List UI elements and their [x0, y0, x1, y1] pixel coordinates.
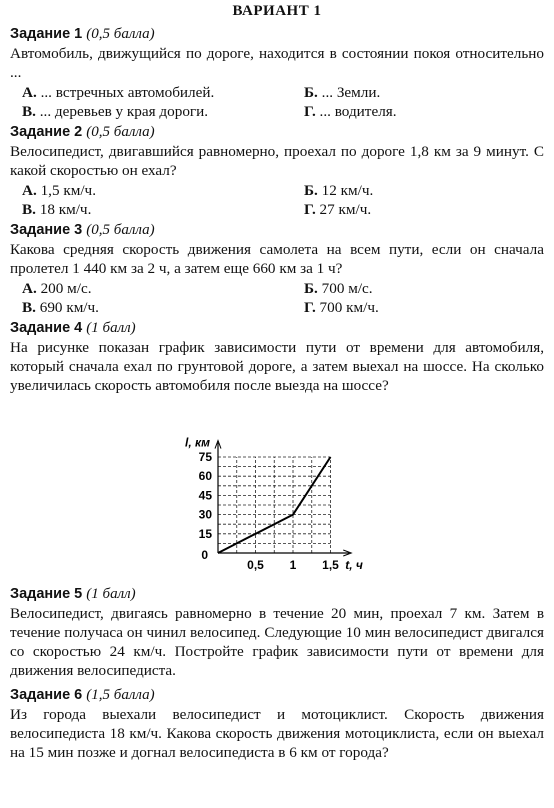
option-letter: В.	[22, 103, 36, 120]
x-axis-label: t, ч	[345, 558, 363, 572]
option-text: 200 м/с.	[40, 280, 92, 297]
option-text: 12 км/ч.	[321, 182, 374, 199]
task-number: Задание 2	[10, 124, 83, 140]
option-a	[22, 181, 304, 200]
x-tick-label: 0,5	[247, 558, 264, 572]
y-axis-label: l, км	[185, 435, 210, 450]
task-points: (1 балл)	[86, 586, 136, 602]
option-g	[304, 200, 544, 219]
worksheet	[10, 0, 544, 762]
y-tick-label: 30	[198, 507, 212, 522]
task-text: Из города выехали велосипедист и мотоциклист. Скорость движения велосипедиста 18 км/ч. Какова скорость движения мотоциклиста, если он выехал на 15 мин позже и догнал велосипедиста в 6 км от города?	[10, 706, 544, 761]
option-letter: Г.	[304, 103, 316, 120]
y-tick-label: 60	[198, 469, 212, 484]
task-heading	[10, 221, 544, 240]
task-heading	[10, 686, 544, 705]
option-letter: В.	[22, 201, 36, 218]
task-points: (0,5 балла)	[86, 124, 155, 140]
task-text: Автомобиль, движущийся по дороге, находится в состоянии покоя относительно ...	[10, 45, 544, 81]
task-text: Велосипедист, двигаясь равномерно в течение 20 мин, проехал 7 км. Затем в течение получаса он чинил велосипед. Следующие 10 мин велосипедист двигался со скоростью 24 км/ч. Постройте график зависимости пути от времени для движения велосипедиста.	[10, 605, 544, 679]
option-letter: В.	[22, 299, 36, 316]
y-tick-label: 15	[198, 526, 212, 541]
option-g	[304, 102, 544, 121]
task-text: Какова средняя скорость движения самолета на всем пути, если он сначала пролетел 1 440 км за 2 ч, а затем еще 660 км за 1 ч?	[10, 241, 544, 277]
option-text: ... водителя.	[319, 103, 397, 120]
option-letter: А.	[22, 182, 37, 199]
task-number: Задание 4	[10, 320, 83, 336]
option-g	[304, 298, 544, 317]
task-heading	[10, 319, 544, 338]
option-text: 27 км/ч.	[319, 201, 372, 218]
y-tick-label: 45	[198, 488, 212, 503]
option-a	[22, 279, 304, 298]
task-text: На рисунке показан график зависимости пути от времени для автомобиля, который сначала ехал по грунтовой дороге, а затем выехал на шоссе. На сколько увеличилась скорость автомобиля после выезда на шоссе?	[10, 339, 544, 394]
option-text: 18 км/ч.	[39, 201, 92, 218]
x-tick-label: 1	[289, 558, 297, 572]
option-text: 1,5 км/ч.	[40, 182, 96, 199]
task-number: Задание 3	[10, 222, 83, 238]
graph-container	[10, 395, 544, 583]
task-text: Велосипедист, двигавшийся равномерно, проехал по дороге 1,8 км за 9 минут. С какой скоростью он ехал?	[10, 143, 544, 179]
option-v	[22, 200, 304, 219]
task-5	[10, 585, 544, 680]
option-letter: А.	[22, 84, 37, 101]
option-a	[22, 83, 304, 102]
answer-options	[10, 83, 544, 121]
option-b	[304, 181, 544, 200]
task-2	[10, 123, 544, 219]
option-letter: Б.	[304, 280, 318, 297]
option-text: ... встречных автомобилей.	[40, 84, 215, 101]
y-tick-label: 75	[198, 450, 212, 464]
option-letter: Г.	[304, 201, 316, 218]
task-heading	[10, 25, 544, 44]
option-v	[22, 298, 304, 317]
task-points: (1,5 балла)	[86, 687, 155, 703]
option-b	[304, 83, 544, 102]
task-points: (0,5 балла)	[86, 26, 155, 42]
task-3	[10, 221, 544, 317]
x-tick-label: 1,5	[322, 558, 339, 572]
answer-options	[10, 279, 544, 317]
option-letter: Б.	[304, 84, 318, 101]
option-letter: Б.	[304, 182, 318, 199]
origin-label: 0	[201, 548, 208, 562]
task-6	[10, 686, 544, 762]
option-text: ... Земли.	[321, 84, 381, 101]
option-text: 700 км/ч.	[319, 299, 379, 316]
option-text: ... деревьев у края дороги.	[39, 103, 209, 120]
option-v	[22, 102, 304, 121]
option-letter: Г.	[304, 299, 316, 316]
task-1	[10, 25, 544, 121]
option-text: 690 км/ч.	[39, 299, 99, 316]
option-letter: А.	[22, 280, 37, 297]
task-points: (0,5 балла)	[86, 222, 155, 238]
answer-options	[10, 181, 544, 219]
variant-title: ВАРИАНТ 1	[232, 3, 322, 19]
distance-time-graph	[10, 395, 544, 583]
task-number: Задание 1	[10, 26, 83, 42]
option-b	[304, 279, 544, 298]
task-heading	[10, 585, 544, 604]
task-number: Задание 5	[10, 586, 83, 602]
option-text: 700 м/с.	[321, 280, 373, 297]
task-heading	[10, 123, 544, 142]
task-points: (1 балл)	[86, 320, 136, 336]
task-number: Задание 6	[10, 687, 83, 703]
task-4	[10, 319, 544, 583]
